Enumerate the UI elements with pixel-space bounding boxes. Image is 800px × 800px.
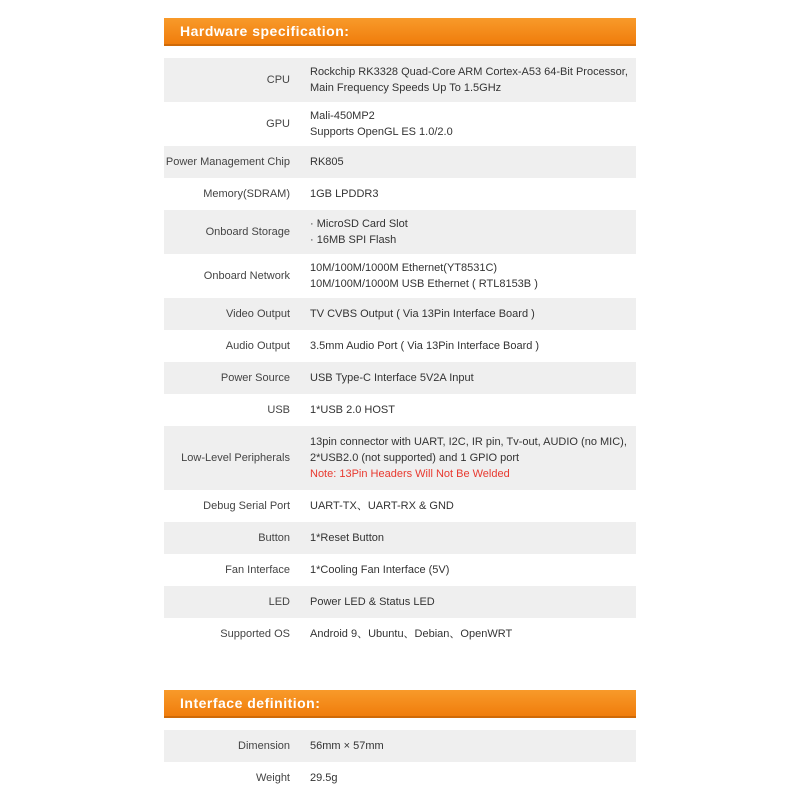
spec-value-line: 10M/100M/1000M USB Ethernet ( RTL8153B ) [310,278,538,290]
spec-value [290,530,636,546]
spec-value-line: 1GB LPDDR3 [310,188,379,200]
spec-label: USB [267,404,290,416]
spec-value-line: 29.5g [310,772,338,784]
spec-label: Button [258,532,290,544]
hardware-spec-title: Hardware specification: [180,23,350,39]
spec-label: Fan Interface [225,564,290,576]
spec-value-line: Main Frequency Speeds Up To 1.5GHz [310,82,502,94]
spec-row-memory-sdram [164,178,636,210]
spec-value-line: TV CVBS Output ( Via 13Pin Interface Board ) [310,308,535,320]
spec-value-line: 10M/100M/1000M Ethernet(YT8531C) [310,262,498,274]
spec-row-onboard-storage [164,210,636,254]
spec-row-fan-interface [164,554,636,586]
spec-value [290,370,636,386]
spec-value [290,562,636,578]
spec-label: Video Output [225,308,290,320]
spec-value-line: Mali-450MP2 [310,110,375,122]
spec-value-line: Android 9、Ubuntu、Debian、OpenWRT [310,628,513,640]
spec-value [290,64,636,96]
spec-row-gpu [164,102,636,146]
spec-row-audio-output [164,330,636,362]
interface-def-title: Interface definition: [180,695,321,711]
spec-value-line: 56mm × 57mm [310,740,384,752]
spec-row-cpu [164,58,636,102]
spec-label: Power Management Chip [165,156,290,168]
spec-row-power-management-chip [164,146,636,178]
spec-note: Note: 13Pin Headers Will Not Be Welded [310,468,510,480]
spec-value [290,770,636,786]
spec-label: Memory(SDRAM) [203,188,290,200]
spec-row-weight [164,762,636,794]
spec-row-button [164,522,636,554]
interface-def-header [164,690,636,718]
spec-value [290,260,636,292]
spec-row-debug-serial-port [164,490,636,522]
spec-value-line: Rockchip RK3328 Quad-Core ARM Cortex-A53 64-Bit Processor, [310,66,628,78]
spec-row-usb [164,394,636,426]
spec-row-low-level-peripherals [164,426,636,490]
spec-label: Supported OS [220,628,290,640]
spec-sheet [164,0,636,794]
spec-value [290,306,636,322]
spec-label: CPU [266,74,290,86]
spec-value [290,738,636,754]
interface-def-table [164,730,636,794]
spec-value-line: 3.5mm Audio Port ( Via 13Pin Interface Board ) [310,340,540,352]
spec-row-video-output [164,298,636,330]
spec-label: Dimension [238,740,290,752]
spec-value-line: UART-TX、UART-RX & GND [310,500,454,512]
spec-value [290,186,636,202]
spec-value-line: · MicroSD Card Slot [310,218,408,230]
spec-row-supported-os [164,618,636,650]
spec-label: Onboard Network [203,270,290,282]
spec-label: Low-Level Peripherals [181,452,290,464]
spec-value-line: 1*Reset Button [310,532,384,544]
spec-value [290,498,636,514]
spec-row-dimension [164,730,636,762]
spec-value [290,402,636,418]
spec-label: GPU [266,118,290,130]
spec-value-line: 2*USB2.0 (not supported) and 1 GPIO port [310,452,520,464]
spec-value [290,594,636,610]
spec-value-line: 1*USB 2.0 HOST [310,404,395,416]
spec-row-led [164,586,636,618]
spec-value-line: USB Type-C Interface 5V2A Input [310,372,474,384]
spec-value [290,108,636,140]
spec-label: Power Source [220,372,290,384]
spec-label: Onboard Storage [205,226,290,238]
hardware-spec-header [164,18,636,46]
spec-value-line: · 16MB SPI Flash [310,234,397,246]
spec-value-line: 13pin connector with UART, I2C, IR pin, Tv-out, AUDIO (no MIC), [310,436,627,448]
spec-value-line: Power LED & Status LED [310,596,435,608]
spec-value [290,216,636,248]
spec-row-power-source [164,362,636,394]
spec-value [290,154,636,170]
spec-value-line: RK805 [310,156,344,168]
spec-value [290,338,636,354]
spec-label: Debug Serial Port [203,500,290,512]
spec-label: LED [268,596,290,608]
spec-row-onboard-network [164,254,636,298]
spec-value [290,434,636,482]
hardware-spec-table [164,58,636,650]
spec-label: Audio Output [225,340,290,352]
spec-value-line: 1*Cooling Fan Interface (5V) [310,564,450,576]
spec-value [290,626,636,642]
spec-label: Weight [255,772,290,784]
spec-value-line: Supports OpenGL ES 1.0/2.0 [310,126,453,138]
